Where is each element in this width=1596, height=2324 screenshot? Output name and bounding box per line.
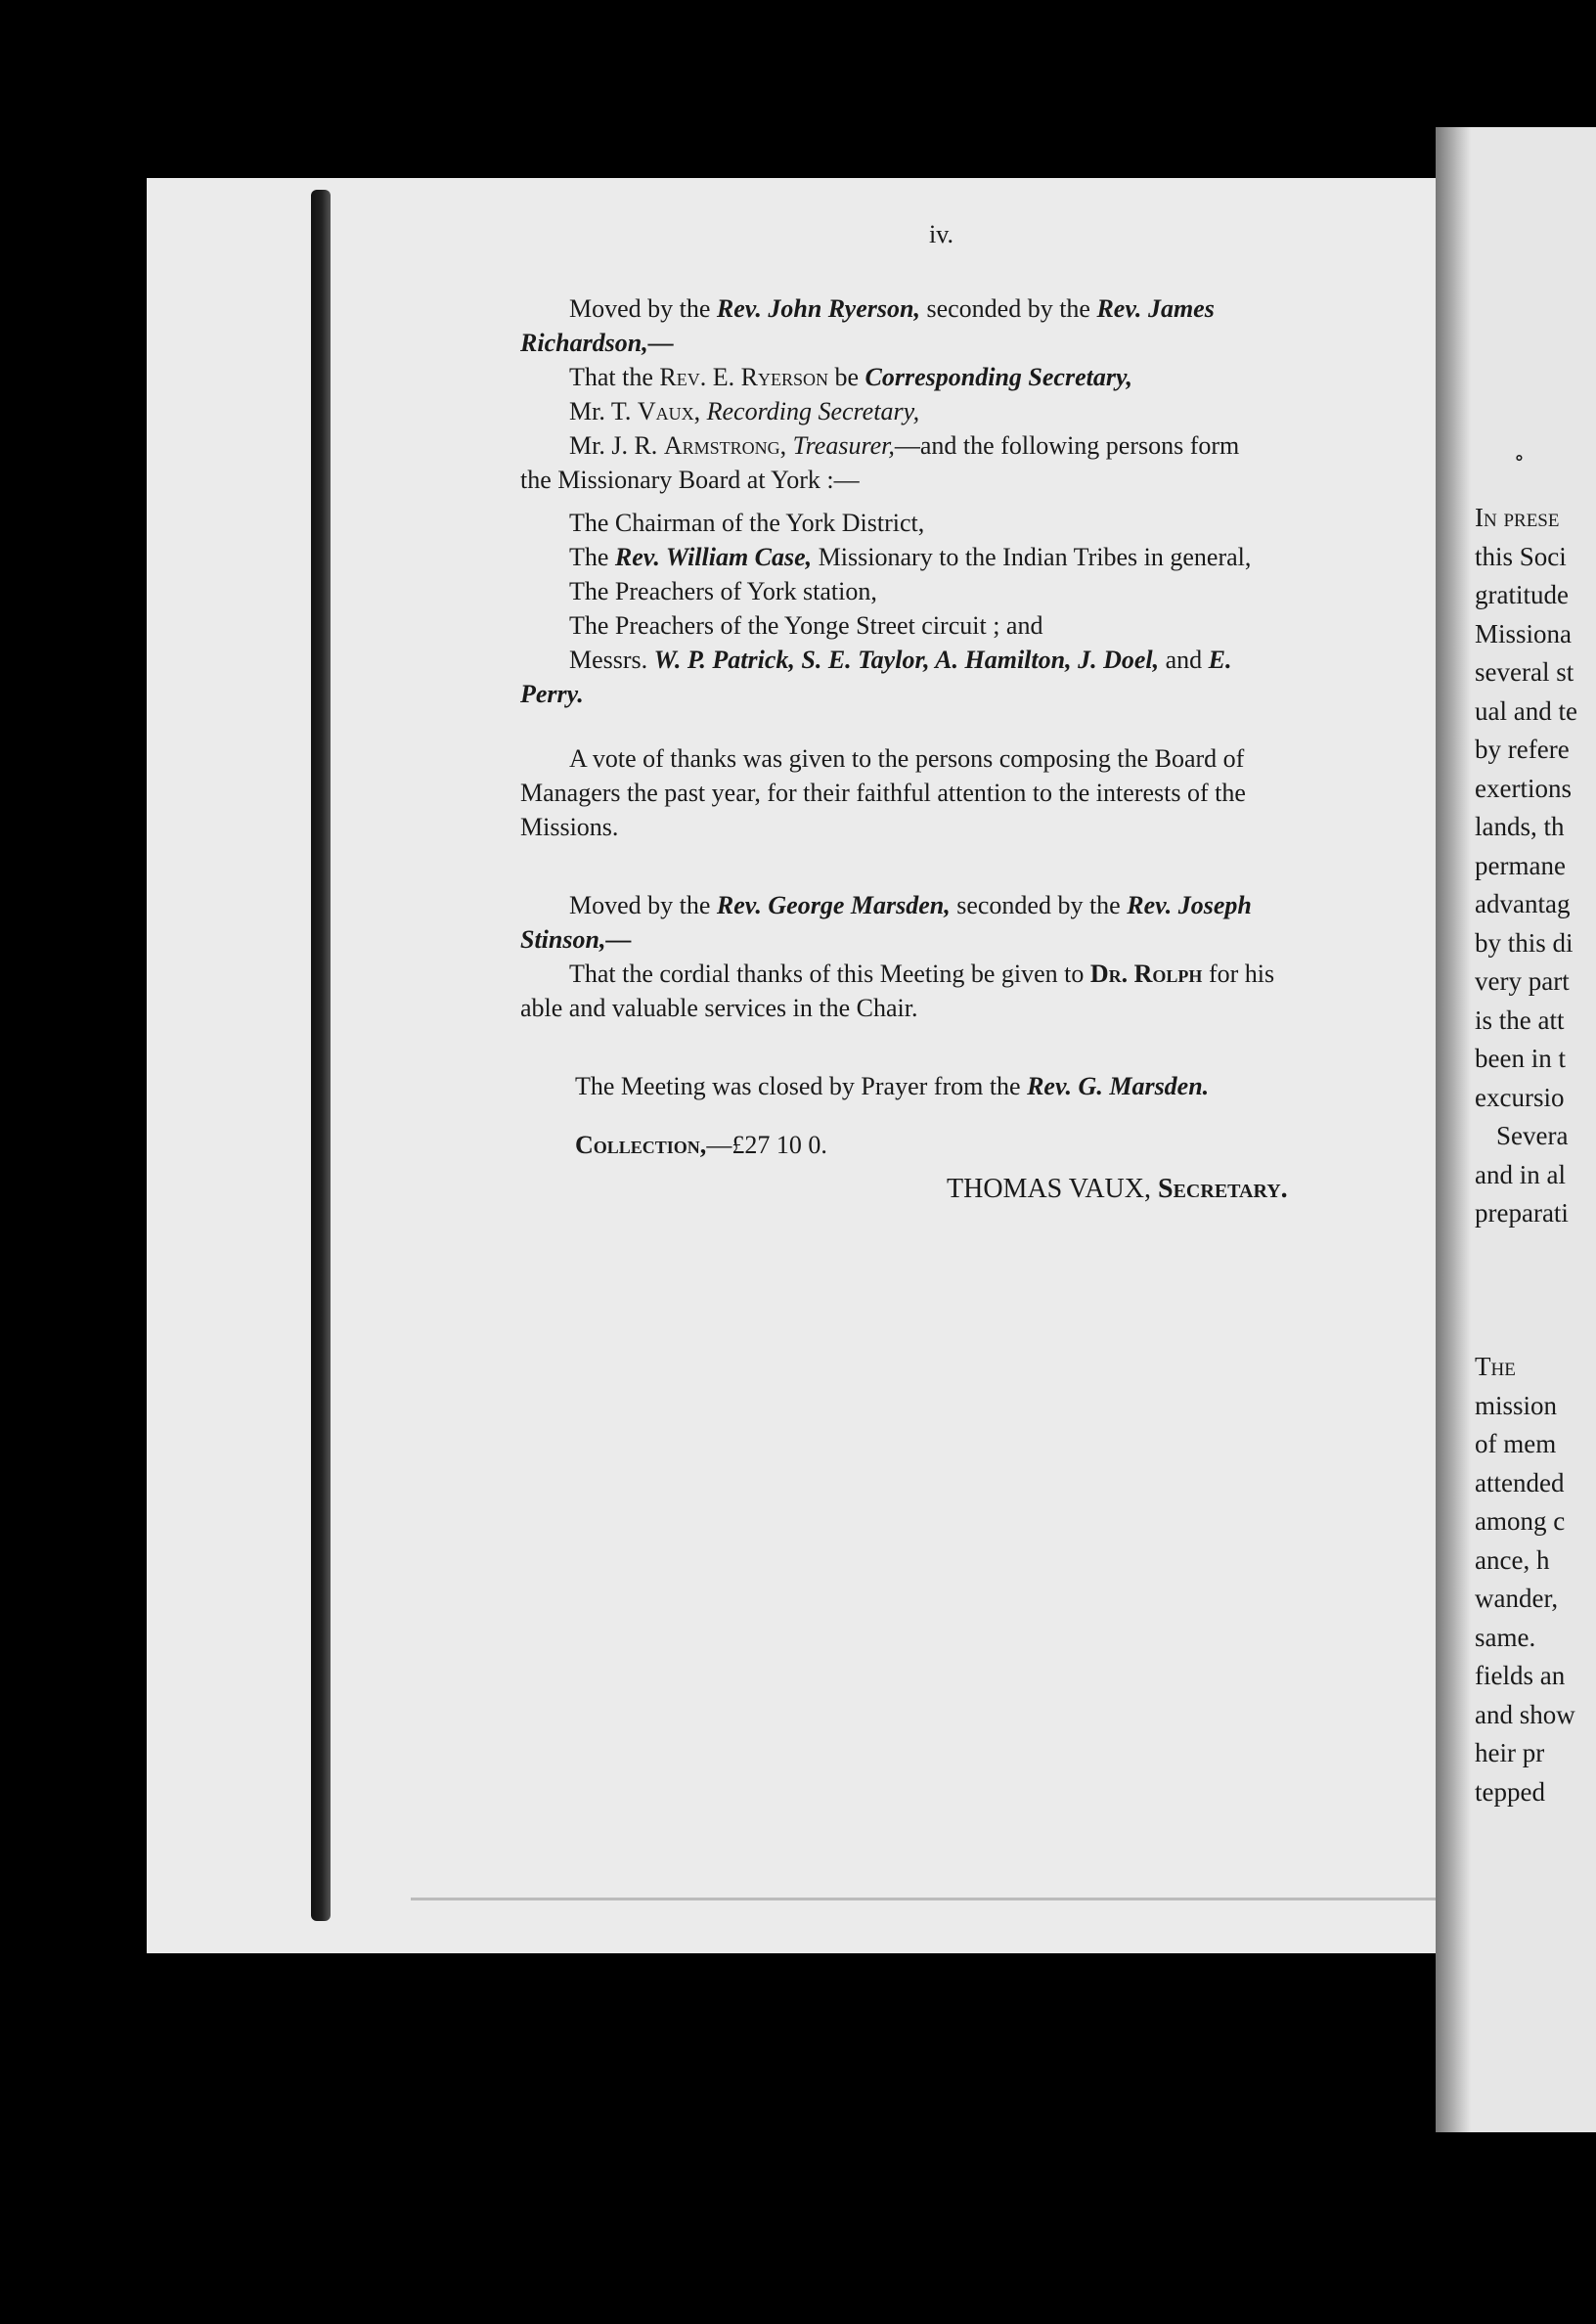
motion2-thanks-line2: able and valuable services in the Chair. (520, 994, 918, 1022)
facing-page-gutter (1436, 127, 1471, 2132)
facing-page-line: The (1475, 1352, 1516, 1381)
motion1-line2: Richardson,— (520, 329, 674, 357)
closing-line: The Meeting was closed by Prayer from the Rev. G. Marsden. (575, 1072, 1210, 1100)
board-item-messrs: Messrs. W. P. Patrick, S. E. Taylor, A. Hamilton, J. Doel, and E. (569, 646, 1232, 674)
collection-line: Collection,—£27 10 0. (575, 1131, 827, 1159)
board-item-york-preachers: The Preachers of York station, (569, 577, 877, 605)
facing-page-line: is the att (1475, 1005, 1565, 1035)
page-binding-edge (311, 190, 331, 1921)
facing-page (1436, 127, 1596, 2132)
document-page (147, 178, 1467, 1953)
motion2-line1: Moved by the Rev. George Marsden, seconded by the Rev. Joseph (569, 891, 1252, 919)
facing-page-line: preparati (1475, 1198, 1569, 1228)
motion2-line2: Stinson,— (520, 925, 632, 954)
facing-page-line: advantag (1475, 889, 1571, 918)
board-item-yonge-preachers: The Preachers of the Yonge Street circuit ; and (569, 611, 1043, 640)
signature-line: THOMAS VAUX, Secretary. (947, 1174, 1288, 1204)
facing-page-line: and in al (1475, 1159, 1566, 1189)
facing-page-line: In prese (1475, 503, 1560, 532)
facing-page-line: same. (1475, 1622, 1536, 1652)
facing-page-line: among c (1475, 1506, 1566, 1536)
vote-line1: A vote of thanks was given to the persons composing the Board of (569, 744, 1245, 773)
facing-page-line: very part (1475, 966, 1570, 996)
facing-page-line: excursio (1475, 1082, 1565, 1112)
facing-page-line: several st (1475, 657, 1574, 687)
facing-page-line: Missiona (1475, 618, 1573, 648)
facing-page-line: heir pr (1475, 1738, 1545, 1767)
facing-page-line: Severa (1496, 1121, 1569, 1150)
motion1-line1: Moved by the Rev. John Ryerson, seconded by the Rev. James (569, 294, 1215, 323)
facing-page-line: permane (1475, 850, 1566, 880)
officers-line2: Mr. T. Vaux, Recording Secretary, (569, 397, 920, 425)
facing-page-line: exertions (1475, 773, 1572, 803)
facing-page-line: fields an (1475, 1661, 1566, 1690)
facing-page-line: by this di (1475, 927, 1574, 958)
vote-line2: Managers the past year, for their faithful attention to the interests of the (520, 779, 1246, 807)
officers-line3: Mr. J. R. Armstrong, Treasurer,—and the following persons form (569, 431, 1240, 460)
board-item-chairman: The Chairman of the York District, (569, 509, 925, 537)
facing-page-line: this Soci (1475, 541, 1567, 571)
facing-page-line: by refere (1475, 735, 1570, 764)
officers-line4: the Missionary Board at York :— (520, 466, 860, 494)
facing-page-line: ual and te (1475, 695, 1577, 726)
page-number: iv. (929, 220, 954, 248)
facing-page-line: ance, h (1475, 1544, 1550, 1575)
facing-page-line: gratitude (1475, 580, 1569, 609)
facing-page-line: lands, th (1475, 812, 1565, 841)
officers-line1: That the Rev. E. Ryerson be Corresponding Secretary, (569, 363, 1133, 391)
board-item-case: The Rev. William Case, Missionary to the Indian Tribes in general, (569, 543, 1252, 571)
facing-page-line: and show (1475, 1699, 1575, 1729)
board-item-perry: Perry. (520, 680, 584, 708)
facing-page-line: mission (1475, 1390, 1558, 1420)
facing-page-line: tepped (1475, 1776, 1545, 1807)
vote-line3: Missions. (520, 813, 619, 841)
facing-page-line: wander, (1475, 1584, 1559, 1613)
facing-page-line: been in t (1475, 1044, 1566, 1073)
motion2-thanks-line1: That the cordial thanks of this Meeting be given to Dr. Rolph for his (569, 960, 1275, 988)
facing-page-line: of mem (1475, 1429, 1557, 1458)
page-bottom-edge (411, 1898, 1447, 1936)
facing-page-line: attended (1475, 1467, 1565, 1497)
facing-page-mark: ∘ (1514, 445, 1525, 469)
